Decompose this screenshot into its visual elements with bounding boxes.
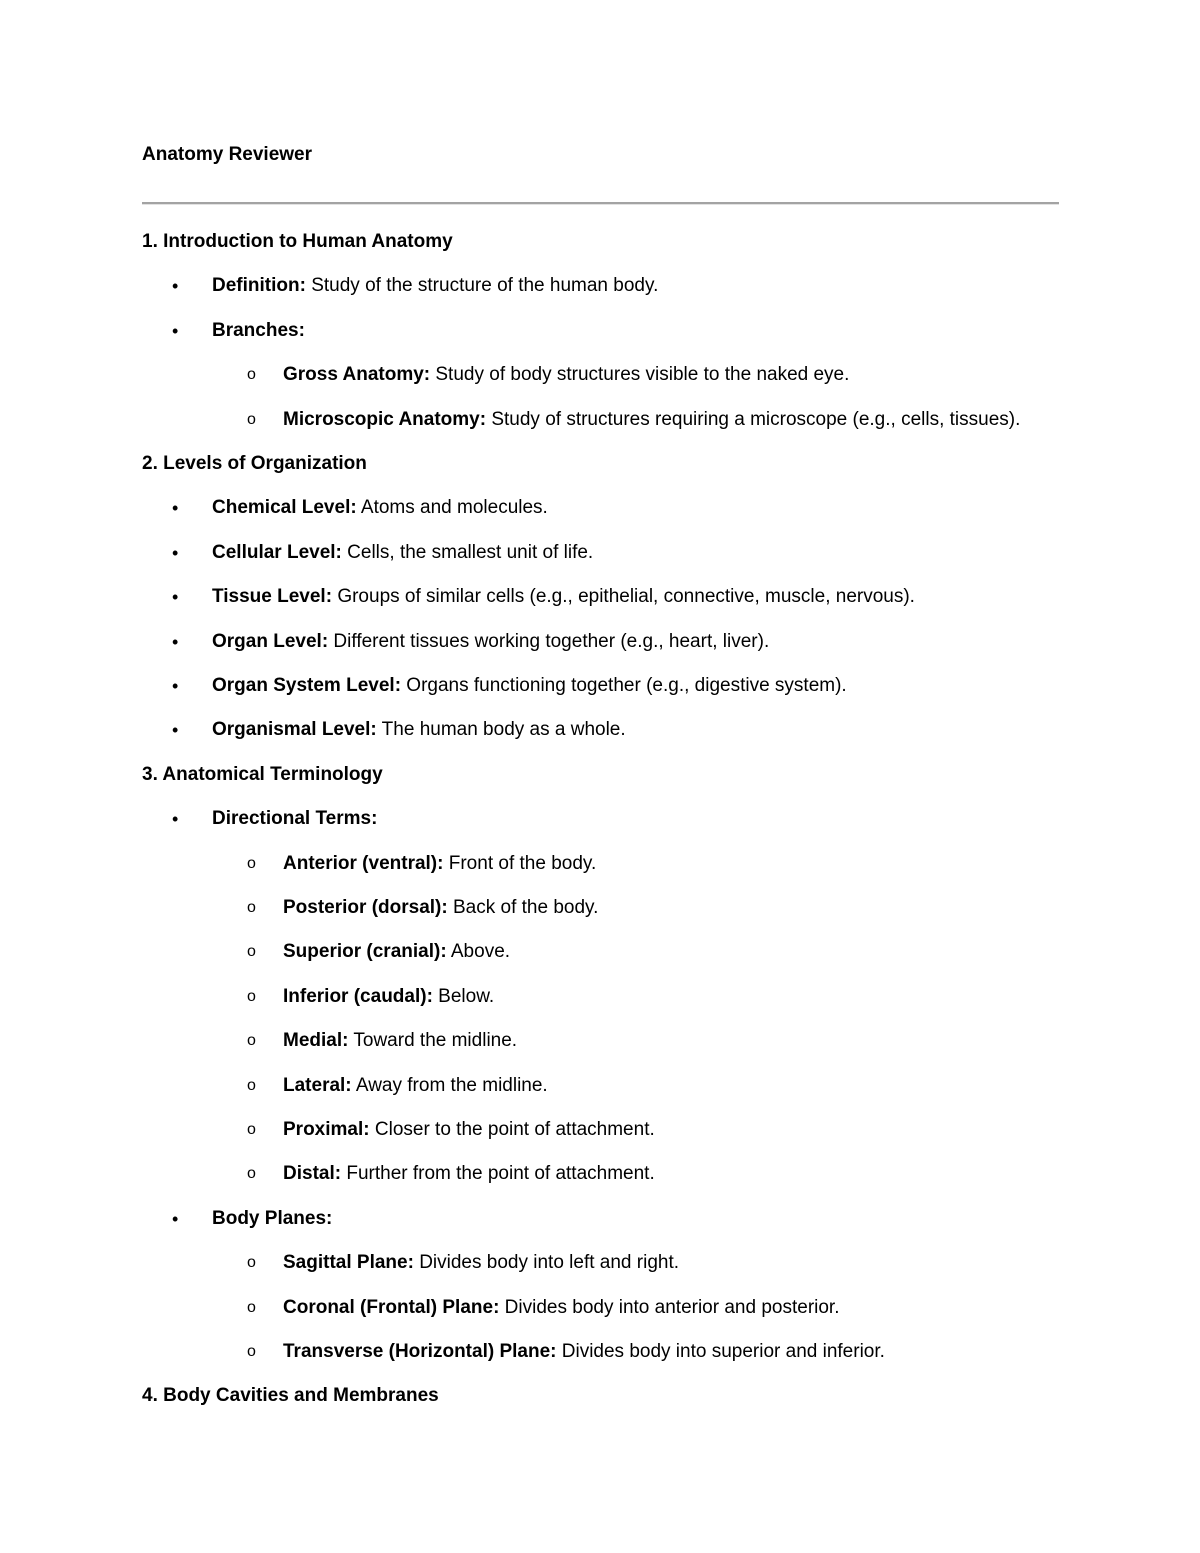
sub-item-term: Sagittal Plane: — [283, 1252, 414, 1274]
bullet-marker: • — [172, 498, 179, 519]
document-title: Anatomy Reviewer — [142, 144, 313, 165]
sub-bullet-marker: o — [247, 410, 256, 428]
list-item — [172, 273, 659, 299]
sub-item-text: Divides body into left and right. — [413, 1252, 680, 1274]
sub-item-text: Divides body into superior and inferior. — [556, 1341, 885, 1362]
item-term: Tissue Level: — [212, 586, 333, 608]
sub-item-text: Below. — [432, 985, 495, 1007]
sub-bullet-marker: o — [247, 1165, 256, 1183]
item-term: Directional Terms: — [212, 808, 378, 830]
sub-item-text: Back of the body. — [447, 897, 599, 918]
sub-item-term: Lateral: — [283, 1074, 352, 1096]
sub-list-item — [247, 1028, 518, 1054]
sub-item-text: Front of the body. — [443, 852, 597, 874]
sub-item-term: Anterior (ventral): — [283, 852, 444, 874]
bullet-marker: • — [172, 542, 179, 563]
list-item — [172, 806, 378, 832]
sub-list-item — [247, 851, 597, 877]
item-text: Groups of similar cells (e.g., epithelial, connective, muscle, nervous). — [332, 586, 915, 608]
item-term: Cellular Level: — [212, 541, 342, 563]
sub-bullet-marker: o — [247, 987, 256, 1005]
sub-list-item — [247, 1117, 655, 1143]
list-item — [172, 540, 594, 566]
section-heading: 2. Levels of Organization — [142, 453, 367, 474]
list-item — [172, 673, 847, 699]
sub-item-term: Proximal: — [283, 1119, 370, 1140]
sub-item-text: Divides body into anterior and posterior. — [499, 1296, 840, 1318]
section-heading: 4. Body Cavities and Membranes — [142, 1385, 439, 1407]
item-term: Definition: — [212, 275, 306, 297]
item-text: Organs functioning together (e.g., digestive system). — [401, 675, 847, 696]
item-text: Cells, the smallest unit of life. — [341, 541, 594, 563]
item-text: Atoms and molecules. — [356, 497, 548, 519]
list-item — [172, 318, 305, 344]
sub-item-text: Closer to the point of attachment. — [369, 1119, 655, 1140]
sub-list-item — [247, 1295, 840, 1321]
sub-item-text: Away from the midline. — [351, 1074, 548, 1096]
sub-item-term: Posterior (dorsal): — [283, 897, 448, 918]
item-term: Body Planes: — [212, 1207, 333, 1229]
sub-item-text: Study of body structures visible to the naked eye. — [430, 364, 850, 386]
sub-item-term: Medial: — [283, 1030, 349, 1052]
sub-bullet-marker: o — [247, 1121, 256, 1138]
sub-item-text: Above. — [446, 941, 511, 963]
sub-item-term: Distal: — [283, 1163, 342, 1185]
sub-bullet-marker: o — [247, 899, 256, 916]
list-item — [172, 1206, 333, 1232]
sub-bullet-marker: o — [247, 854, 256, 872]
sub-item-text: Toward the midline. — [348, 1030, 518, 1052]
list-item — [172, 495, 548, 521]
item-term: Chemical Level: — [212, 497, 357, 519]
bullet-marker: • — [172, 276, 179, 297]
sub-list-item — [247, 407, 1021, 433]
item-term: Organismal Level: — [212, 719, 377, 741]
bullet-marker: • — [172, 676, 179, 696]
item-text: Different tissues working together (e.g., heart, liver). — [328, 630, 770, 652]
sub-item-text: Study of structures requiring a microscope (e.g., cells, tissues). — [486, 408, 1021, 430]
list-item — [172, 584, 915, 610]
bullet-marker: • — [172, 631, 179, 652]
sub-list-item — [247, 1250, 680, 1276]
list-item — [172, 629, 770, 655]
sub-item-text: Further from the point of attachment. — [341, 1163, 655, 1185]
sub-list-item — [247, 1161, 655, 1187]
section-heading: 3. Anatomical Terminology — [142, 763, 383, 785]
sub-item-term: Gross Anatomy: — [283, 364, 431, 386]
sub-bullet-marker: o — [247, 366, 256, 384]
sub-item-term: Microscopic Anatomy: — [283, 408, 487, 430]
sub-bullet-marker: o — [247, 943, 256, 961]
sub-item-term: Superior (cranial): — [283, 941, 447, 963]
sub-item-term: Inferior (caudal): — [283, 985, 433, 1007]
bullet-marker: • — [172, 809, 179, 830]
section-heading: 1. Introduction to Human Anatomy — [142, 231, 453, 252]
sub-bullet-marker: o — [247, 1076, 256, 1094]
sub-item-term: Coronal (Frontal) Plane: — [283, 1296, 500, 1318]
sub-item-term: Transverse (Horizontal) Plane: — [283, 1341, 557, 1362]
item-term: Branches: — [212, 319, 305, 341]
bullet-marker: • — [172, 720, 179, 741]
item-term: Organ System Level: — [212, 675, 402, 696]
sub-list-item — [247, 984, 495, 1010]
item-term: Organ Level: — [212, 630, 329, 652]
bullet-marker: • — [172, 320, 179, 341]
sub-list-item — [247, 362, 850, 388]
bullet-marker: • — [172, 1208, 179, 1229]
sub-bullet-marker: o — [247, 1343, 256, 1360]
list-item — [172, 717, 626, 743]
item-text: Study of the structure of the human body. — [305, 275, 659, 297]
item-text: The human body as a whole. — [376, 719, 626, 741]
sub-bullet-marker: o — [247, 1032, 256, 1050]
sub-bullet-marker: o — [247, 1298, 256, 1316]
bullet-marker: • — [172, 587, 179, 608]
sub-list-item — [247, 895, 599, 921]
sub-bullet-marker: o — [247, 1254, 256, 1272]
sub-list-item — [247, 1073, 548, 1099]
sub-list-item — [247, 939, 511, 965]
horizontal-divider — [142, 202, 1059, 204]
sub-list-item — [247, 1339, 885, 1365]
